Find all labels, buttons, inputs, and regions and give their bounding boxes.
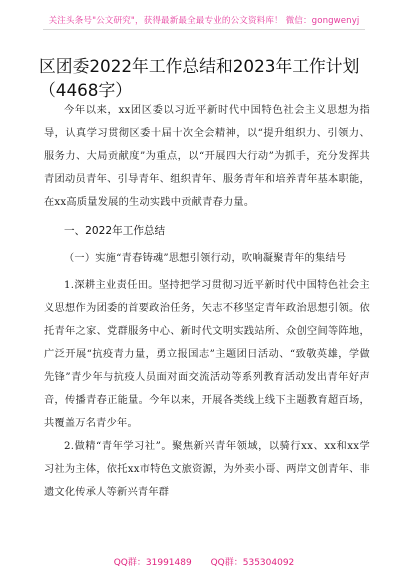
footer-qq-group-2: QQ群：535304092 bbox=[210, 558, 295, 568]
item-paragraph-2: 2.做精“青年学习社”。聚焦新兴青年领域，以骑行xx、xx和xx学习社为主体，依托xx市特色文旅资源，为外卖小哥、两岸文创青年、非遗文化传承人等新兴青年群 bbox=[44, 441, 370, 498]
header-banner bbox=[0, 8, 408, 24]
document-body bbox=[44, 99, 370, 504]
section-heading: 一、2022年工作总结 bbox=[64, 225, 166, 237]
header-banner-text: 关注头条号"公文研究"，获得最新最全最专业的公文资料库！ 微信：gongwenyj bbox=[43, 13, 366, 30]
footer bbox=[0, 556, 408, 570]
subsection-heading: （一）实施“青春铸魂”思想引领行动，吹响凝聚青年的集结号 bbox=[64, 253, 347, 264]
document-title bbox=[39, 54, 374, 102]
title-line-1: 区团委2022年工作总结和2023年工作计划 bbox=[39, 56, 360, 76]
item-paragraph-1: 1.深耕主业责任田。坚持把学习贯彻习近平新时代中国特色社会主义思想作为团委的首要政治任务，矢志不移坚定青年政治思想引领。依托青年之家、党群服务中心、新时代文明实践站所、众创空间等阵地，广泛开展“抗疫青力量，勇立报国志”主题团日活动、“致敬英雄，学做先锋”青少年与抗疫人员面对面交流活动等系列教育活动发出青年好声音，传播青春正能量。今年以来，开展各类线上线下主题教育超百场，共覆盖万名青少年。 bbox=[44, 280, 370, 429]
intro-paragraph: 今年以来，xx团区委以习近平新时代中国特色社会主义思想为指导，认真学习贯彻区委十届十次全会精神，以“提升组织力、引领力、服务力、大局贡献度”为重点，以“开展四大行动”为抓手，充分发挥共青团动员青年、引导青年、组织青年、服务青年和培养青年基本职能，在xx高质量发展的生动实践中贡献青春力量。 bbox=[44, 105, 370, 208]
footer-qq-group-1: QQ群：31991489 bbox=[113, 558, 192, 568]
title-line-2: （4468字） bbox=[39, 80, 133, 100]
